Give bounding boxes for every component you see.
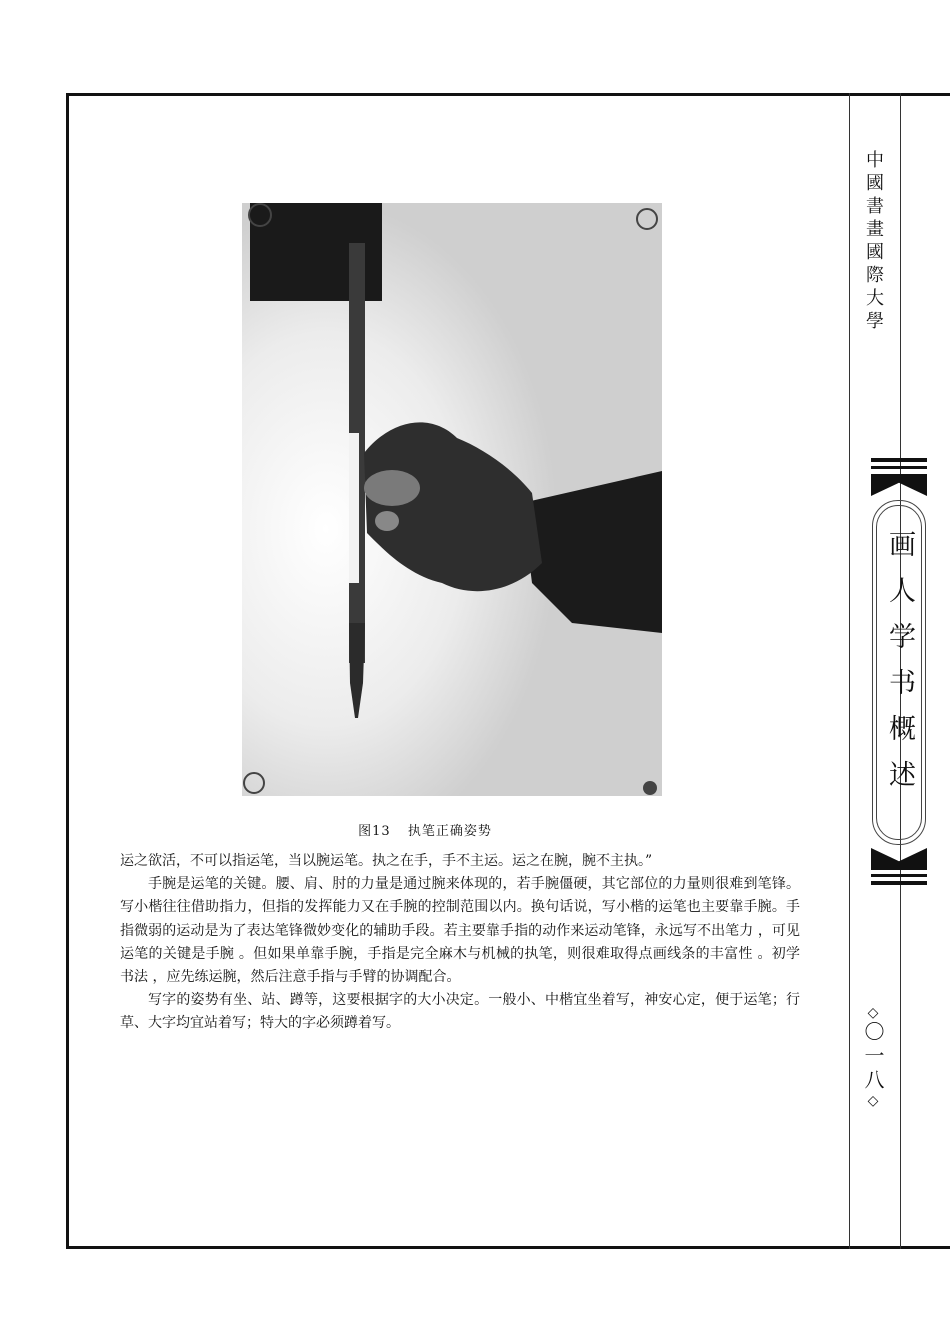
figure-caption <box>0 820 850 839</box>
figure-title: 执笔正确姿势 <box>407 824 492 839</box>
figure-label: 图13 <box>358 824 391 839</box>
paragraph: 写字的姿势有坐、站、蹲等，这要根据字的大小决定。一般小、中楷宜坐着写，神安心定，便于运笔；行草、大字均宜站着写；特大的字必须蹲着写。 <box>120 992 800 1032</box>
body-text <box>120 850 800 1036</box>
book-title: 中國書畫國際大學 <box>863 150 884 334</box>
chapter-title: 画人学书概述 <box>884 530 915 806</box>
diamond-ornament: ◇ <box>865 1093 881 1109</box>
page-number-block <box>862 1005 888 1109</box>
divider-bar <box>871 874 927 877</box>
brush-grip-photo <box>242 203 662 796</box>
divider-bar <box>871 881 927 885</box>
margin-rule <box>849 93 850 1249</box>
divider-bar <box>871 466 927 469</box>
divider-bar <box>871 458 927 462</box>
page-number: 〇一八 <box>861 1021 885 1093</box>
paragraph: 手腕是运笔的关键。腰、肩、肘的力量是通过腕来体现的，若手腕僵硬，其它部位的力量则很难到笔锋。写小楷往往借助指力，但指的发挥能力又在手腕的控制范围以内。换句话说，写小楷的运笔也主要靠手腕。手指微弱的运动是为了表达笔锋微妙变化的辅助手段。若主要靠手指的动作来运动笔锋，永远写不出笔力 ，可见运笔的关键是手腕 。但如果单靠手腕，手指是完全麻木与机械的执笔，则很难取得点画线条的丰富性 。初学书法 ，应先练运腕，然后注意手指与手臂的协调配合。 <box>120 876 800 986</box>
diamond-ornament: ◇ <box>865 1005 881 1021</box>
paragraph: 运之欲活，不可以指运笔，当以腕运笔。执之在手，手不主运。运之在腕，腕不主执。” <box>120 853 653 869</box>
